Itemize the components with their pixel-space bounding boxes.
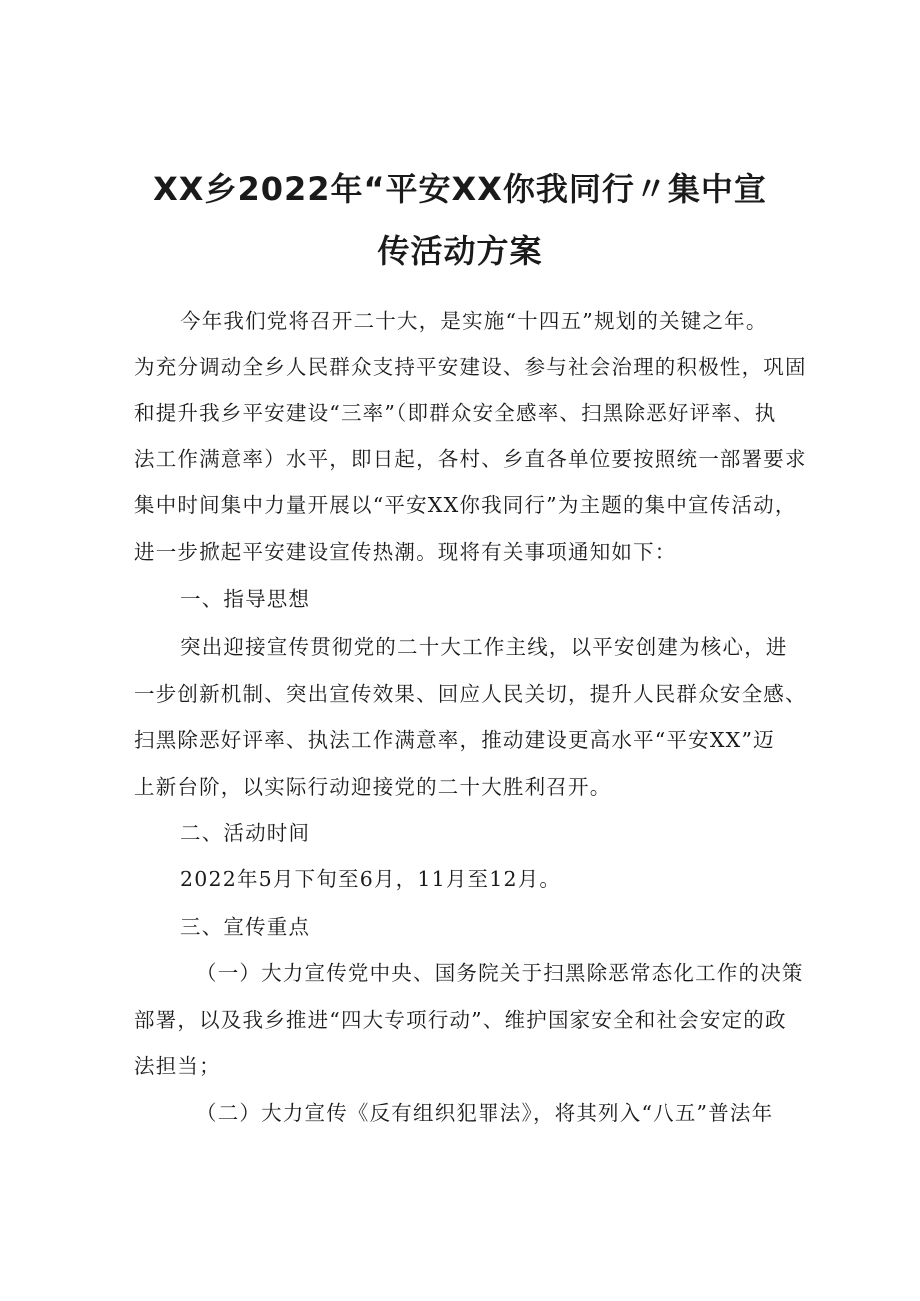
intro-line-1: 今年我们党将召开二十大，是实施“十四五”规划的关键之年。	[180, 309, 768, 333]
section-heading-2: 二、活动时间	[180, 821, 311, 845]
focus-item-1-line-1: （一）大力宣传党中央、国务院关于扫黑除恶常态化工作的决策	[196, 961, 804, 985]
section-1-line-3: 扫黑除恶好评率、执法工作满意率，推动建设更高水平“平安XX”迈	[134, 728, 775, 752]
intro-line-2: 为充分调动全乡人民群众支持平安建设、参与社会治理的积极性，巩固	[134, 355, 807, 379]
section-heading-1: 一、指导思想	[180, 587, 311, 611]
section-1-line-4: 上新台阶，以实际行动迎接党的二十大胜利召开。	[134, 775, 612, 799]
intro-line-3: 和提升我乡平安建设“三率”（即群众安全感率、扫黑除恶好评率、执	[134, 401, 777, 425]
intro-line-6: 进一步掀起平安建设宣传热潮。现将有关事项通知如下：	[134, 540, 677, 564]
intro-line-5: 集中时间集中力量开展以“平安XX你我同行”为主题的集中宣传活动，	[134, 493, 797, 517]
document-title-line-2: 传活动方案	[377, 232, 543, 270]
focus-item-2-line-1: （二）大力宣传《反有组织犯罪法》，将其列入“八五”普法年	[196, 1101, 774, 1125]
activity-time-text: 2022年5月下旬至6月，11月至12月。	[180, 867, 562, 891]
section-heading-3: 三、宣传重点	[180, 915, 311, 939]
focus-item-1-line-2: 部署，以及我乡推进“四大专项行动”、维护国家安全和社会安定的政	[134, 1008, 787, 1032]
focus-item-1-line-3: 法担当；	[134, 1054, 221, 1078]
section-1-line-1: 突出迎接宣传贯彻党的二十大工作主线，以平安创建为核心，进	[180, 635, 788, 659]
intro-line-4: 法工作满意率）水平，即日起，各村、乡直各单位要按照统一部署要求	[134, 447, 807, 471]
document-title-line-1: XX乡2022年“平安XX你我同行〃集中宣	[153, 170, 767, 208]
section-1-line-2: 一步创新机制、突出宣传效果、回应人民关切，提升人民群众安全感、	[134, 682, 807, 706]
